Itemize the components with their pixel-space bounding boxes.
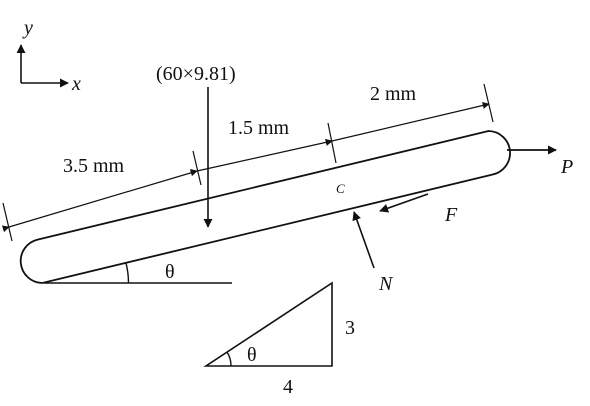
x-axis-label: x	[72, 73, 81, 95]
beam-angle	[44, 261, 232, 283]
force-n	[354, 212, 394, 295]
dimension-lines	[3, 83, 493, 241]
coordinate-axes	[21, 17, 81, 95]
extension-line-right	[484, 84, 493, 122]
extension-line-center	[328, 123, 336, 163]
angle-arc	[126, 263, 129, 283]
dimension-3.5mm-label: 3.5 mm	[63, 155, 125, 177]
force-f-label: F	[445, 204, 458, 226]
extension-line-weight	[193, 151, 201, 185]
slope-rise-label: 3	[345, 317, 355, 339]
weight-label: (60×9.81)	[156, 63, 236, 85]
slope-angle-label: θ	[247, 344, 257, 366]
dimension-3.5mm-line	[9, 171, 197, 227]
slope-triangle	[206, 283, 355, 398]
center-label: C	[336, 181, 345, 196]
beam	[21, 131, 510, 283]
slope-run-label: 4	[283, 376, 293, 398]
beam-angle-label: θ	[165, 261, 175, 283]
dimension-2mm-label: 2 mm	[370, 83, 417, 105]
force-p	[507, 150, 573, 178]
dimension-2mm-line	[332, 104, 489, 141]
force-n-label: N	[379, 273, 393, 295]
y-axis-label: y	[24, 17, 33, 39]
beam-body	[21, 131, 510, 283]
dimension-1.5mm-label: 1.5 mm	[228, 117, 290, 139]
dimension-1.5mm-line	[197, 141, 332, 171]
force-p-label: P	[561, 156, 574, 178]
extension-line-left	[3, 203, 12, 241]
slope-triangle-shape	[206, 283, 332, 366]
force-n-arrow	[354, 212, 374, 268]
slope-angle-arc	[227, 352, 231, 366]
